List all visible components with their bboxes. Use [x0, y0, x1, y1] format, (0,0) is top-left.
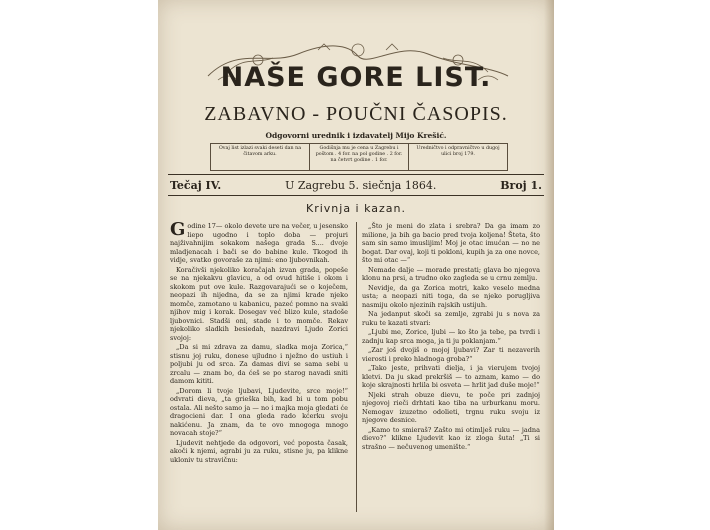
paragraph: Nevidje, da ga Zorica motri, kako veselo medna usta; a neopazi niti toga, da se njeko poruglјiva nasmiju okolo njezinih rajskih ustijuh.: [362, 283, 540, 309]
paragraph: Njeki strah obuze dievu, te poče pri zadnjoj njegovoj rieči drhtati kao tiba na urburkanu moru. Nemogav izuzetno odolieti, trgnu ruku svoju iz njegove desnice.: [362, 390, 540, 424]
paragraph: Ljudevit nehtjede da odgovori, već poposta časak, akoči k njemi, agrabi ju za ruku, stisne ju, pa klikne ukloniv tu stravičnu:: [170, 438, 348, 464]
masthead-title: NAŠE GORE LIST.: [220, 62, 492, 93]
article-column-left: [170, 219, 348, 465]
paragraph: Koračivši njekoliko koračajah izvan grada, popeše se na njekakvu glavicu, a od ovud hitiše i okom i skokom put ove kule. Razgovarajući se o koječem, neopazi ih nijedna, da se za njimi krade njeko momče, zamotano u kabanicu, pazeć pomno na svaki njihov mig i korak. Dosegav već blizo kule, stadoše ljubovnici. Stadši oni, stade i to momče. Rekav njekoliko sladkih besiedah, nazdravi Ljudo Zorici svojoj:: [170, 265, 348, 342]
paragraph: „Tako jeste, prihvati dielja, i ja vierujem tvojoj kletvi. Da ju skad prekršiš — to aznam, kamo — do koje skrajnosti hrlila bi osveta — hrlit jad duše moje!“: [362, 364, 540, 389]
rule-bottom: [168, 195, 544, 196]
info-right: Uredničtvo i odpravničtvo u dugoj ulici broj 179.: [408, 144, 507, 170]
rule-top: [168, 174, 544, 175]
column-divider: [356, 222, 357, 512]
paragraph: Na jedanput skoči sa zemlje, zgrabi ju s nova za ruku te kazati stvari:: [362, 310, 540, 327]
paragraph: „Zar još dvojiš o mojoj ljubavi? Zar ti nezaverih vierosti i preko hladnoga groba?“: [362, 346, 540, 363]
editor-line: Odgovorni urednik i izdavatelj Mijo Krešić.: [265, 131, 447, 140]
paragraph: Nemade dalje — morade prestati; glava bo njegova klonu na prsi, a trudno oko zagleda se u crnu zemlju.: [362, 265, 540, 282]
issue-volume: Tečaj IV.: [170, 179, 222, 192]
info-box: [210, 143, 508, 171]
issue-line: [170, 179, 542, 192]
newspaper-page: [158, 0, 554, 530]
paragraph: „Da si mi zdrava za damu, sladka moja Zorica,“ stisnu joj ruku, donese ujludno i nježno do ustiuh i poljubi ju od srca. Za damas divi se sama sebi u zrcalu — znam bo, da ćeš se po starog navadi sniti damom kititi.: [170, 343, 348, 385]
paragraph: „Dorom li tvoje ljubavi, Ljudevite, srce moje!“ odvrati dieva, „ta grieška bih, kad bi u tom pobu ostala. Ali nešto samo ja — no i majka moja gledati će dragocieni dar. I ona gleda rado kćerku svoju nakićenu. Ja znam, da te ovo mnogoga mnogo novacah stoje?“: [170, 386, 348, 437]
issue-number: Broj 1.: [500, 179, 542, 192]
info-left: Ovaj list izlazi svaki deseti dan na čitavom arku.: [218, 146, 302, 157]
paragraph: „Što je meni do zlata i srebra? Da ga imam zo milione, ja bih ga bacio pred tvoja koljena! Šteta, što sam sin samo imuslijim! Moj je otac imućan — no ne bogat. Dar ovaj, koji ti pokloni, kupih ja za one novce, što mi otac —“: [362, 222, 540, 264]
paragraph: „Kamo to smieraš? Zašto mi otimlješ ruku — jadna dievo?“ klikne Ljudevit kao iz zloga šuta! „Ti si strašno — nečuvenog umenište.“: [362, 425, 540, 451]
issue-date: U Zagrebu 5. siečnja 1864.: [285, 179, 437, 192]
article-title: Krivnja i kazan.: [305, 202, 407, 215]
masthead-subtitle: ZABAVNO - POUČNI ČASOPIS.: [204, 103, 508, 125]
paragraph: „Ljubi me, Zorice, ljubi — ko što ja tebe, pa tvrdi i zadnju kap srca moga, ja ti ju poklanjam.“: [362, 328, 540, 345]
info-mid: Godišnja mu je cena u Zagrebu i poštom . 4 for. na pol godine . 2 for. na četvrt godine . 1 for.: [309, 144, 408, 170]
drop-cap: G: [170, 219, 186, 240]
article-column-right: [362, 222, 540, 452]
paragraph: Godine 17— okolo devete ure na večer, u jesensko liepo ugodno i toplo doba — projuri najživahnijim sokakom našega grada S.... dvoje mladjenacah i bači se do babine kule. Tkogod ih vidje, svatko govoraše za njimi: eno ljubovnikah.: [170, 219, 348, 264]
